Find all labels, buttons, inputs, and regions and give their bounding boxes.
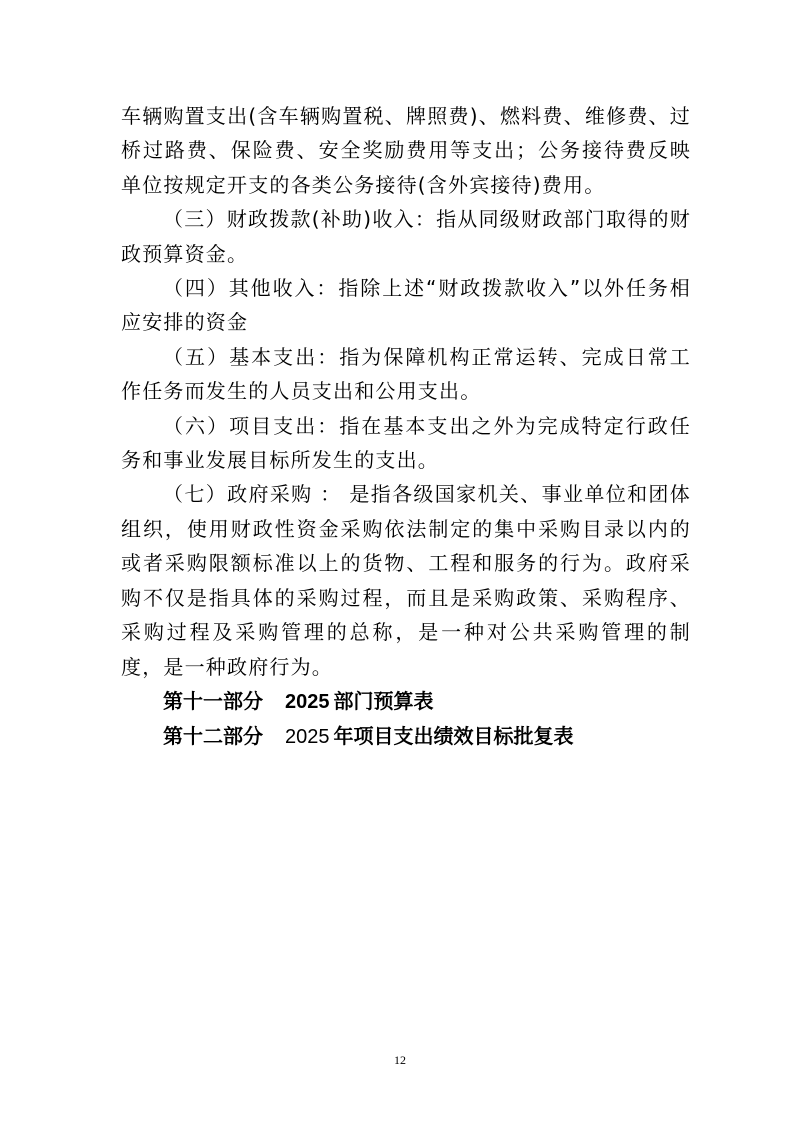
heading-title: 年项目支出绩效目标批复表 [333, 723, 574, 748]
paragraph-project-expenditure: （六）项目支出：指在基本支出之外为完成特定行政任务和事业发展目标所发生的支出。 [121, 413, 691, 473]
page-number: 12 [394, 1053, 406, 1067]
section-heading-part-12 [121, 719, 691, 754]
heading-year: 2025 [285, 725, 330, 748]
body-text [121, 99, 691, 754]
heading-part-label: 第十一部分 [163, 688, 263, 713]
paragraph-government-procurement: （七）政府采购 ： 是指各级国家机关、事业单位和团体组织，使用财政性资金采购依法制定的集中采购目录以内的或者采购限额标准以上的货物、工程和服务的行为。政府采购不仅是指具体的采购过程，而且是采购政策、采购程序、采购过程及采购管理的总称，是一种对公共采购管理的制度，是一种政府行为。 [121, 482, 691, 679]
paragraph-other-income: （四）其他收入：指除上述“财政拨款收入”以外任务相应安排的资金 [121, 276, 691, 335]
heading-title: 部门预算表 [333, 688, 434, 713]
section-heading-part-11 [121, 684, 691, 719]
paragraph-continuation: 车辆购置支出(含车辆购置税、牌照费)、燃料费、维修费、过桥过路费、保险费、安全奖励费用等支出；公务接待费反映单位按规定开支的各类公务接待(含外宾接待)费用。 [121, 104, 691, 197]
heading-part-label: 第十二部分 [163, 723, 263, 748]
heading-year: 2025 [285, 690, 330, 713]
paragraph-basic-expenditure: （五）基本支出：指为保障机构正常运转、完成日常工作任务而发生的人员支出和公用支出。 [121, 344, 691, 404]
paragraph-financial-appropriation-income: （三）财政拨款(补助)收入：指从同级财政部门取得的财政预算资金。 [121, 207, 691, 266]
